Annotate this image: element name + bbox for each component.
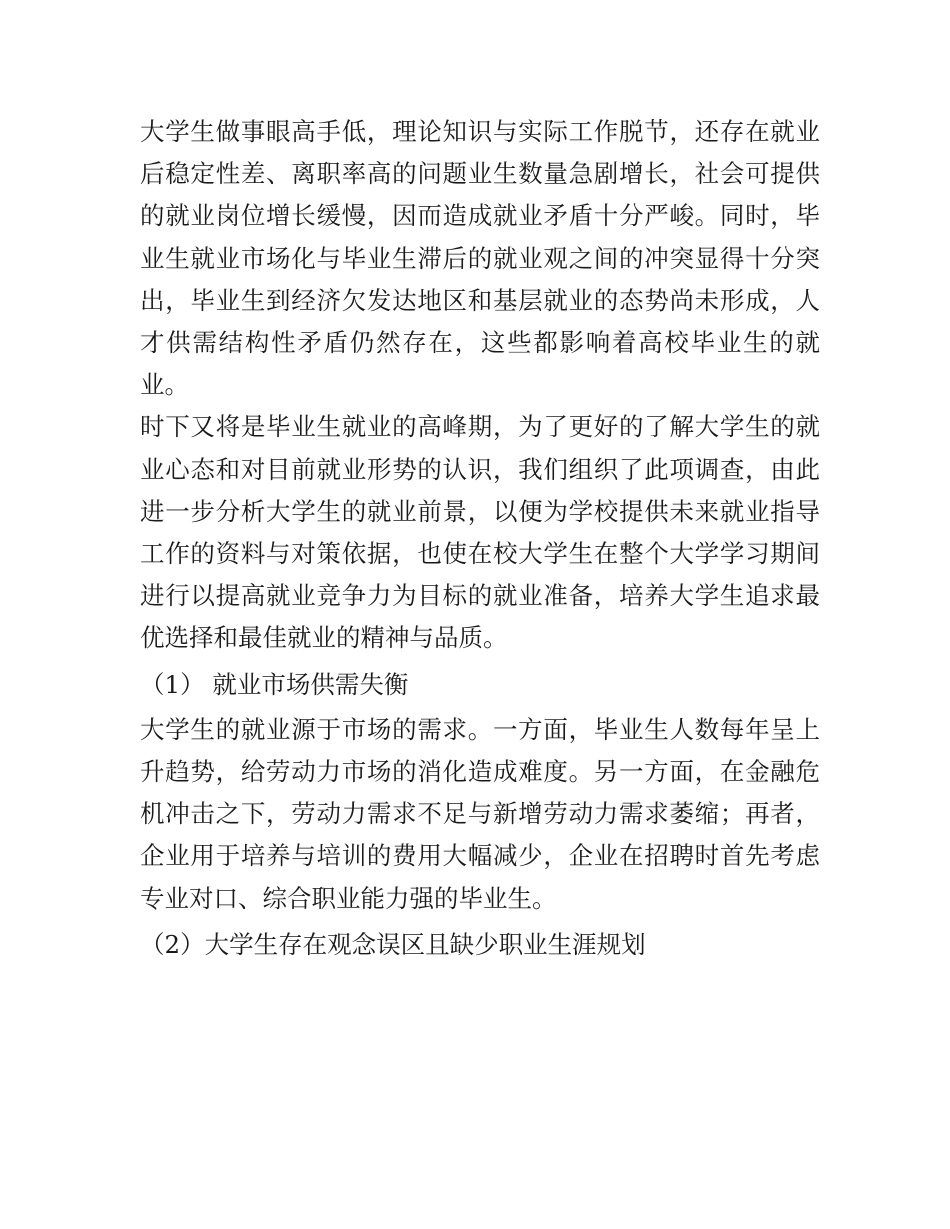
section-heading-2: （2）大学生存在观念误区且缺少职业生涯规划 [140,929,646,959]
paragraph-survey-purpose: 时下又将是毕业生就业的高峰期，为了更好的了解大学生的就业心态和对目前就业形势的认识，我们组织了此项调查，由此进一步分析大学生的就业前景，以便为学校提供未来就业指导工作的资料与对策依据，也使在校大学生在整个大学学习期间进行以提高就业竞争力为目标的就业准备，培养大学生追求最优选择和最佳就业的精神与品质。 [140,412,820,653]
paragraph-employment-problems: 大学生做事眼高手低，理论知识与实际工作脱节，还存在就业后稳定性差、离职率高的问题业生数量急剧增长，社会可提供的就业岗位增长缓慢，因而造成就业矛盾十分严峻。同时，毕业生就业市场化与毕业生滞后的就业观之间的冲突显得十分突出，毕业生到经济欠发达地区和基层就业的态势尚未形成，人才供需结构性矛盾仍然存在，这些都影响着高校毕业生的就业。 [140,117,820,400]
section-heading-1: （1） 就业市场供需失衡 [140,669,409,699]
document-page [140,111,820,969]
paragraph-market-imbalance: 大学生的就业源于市场的需求。一方面，毕业生人数每年呈上升趋势，给劳动力市场的消化造成难度。另一方面，在金融危机冲击之下，劳动力需求不足与新增劳动力需求萎缩；再者，企业用于培养与培训的费用大幅减少，企业在招聘时首先考虑专业对口、综合职业能力强的毕业生。 [140,714,820,913]
